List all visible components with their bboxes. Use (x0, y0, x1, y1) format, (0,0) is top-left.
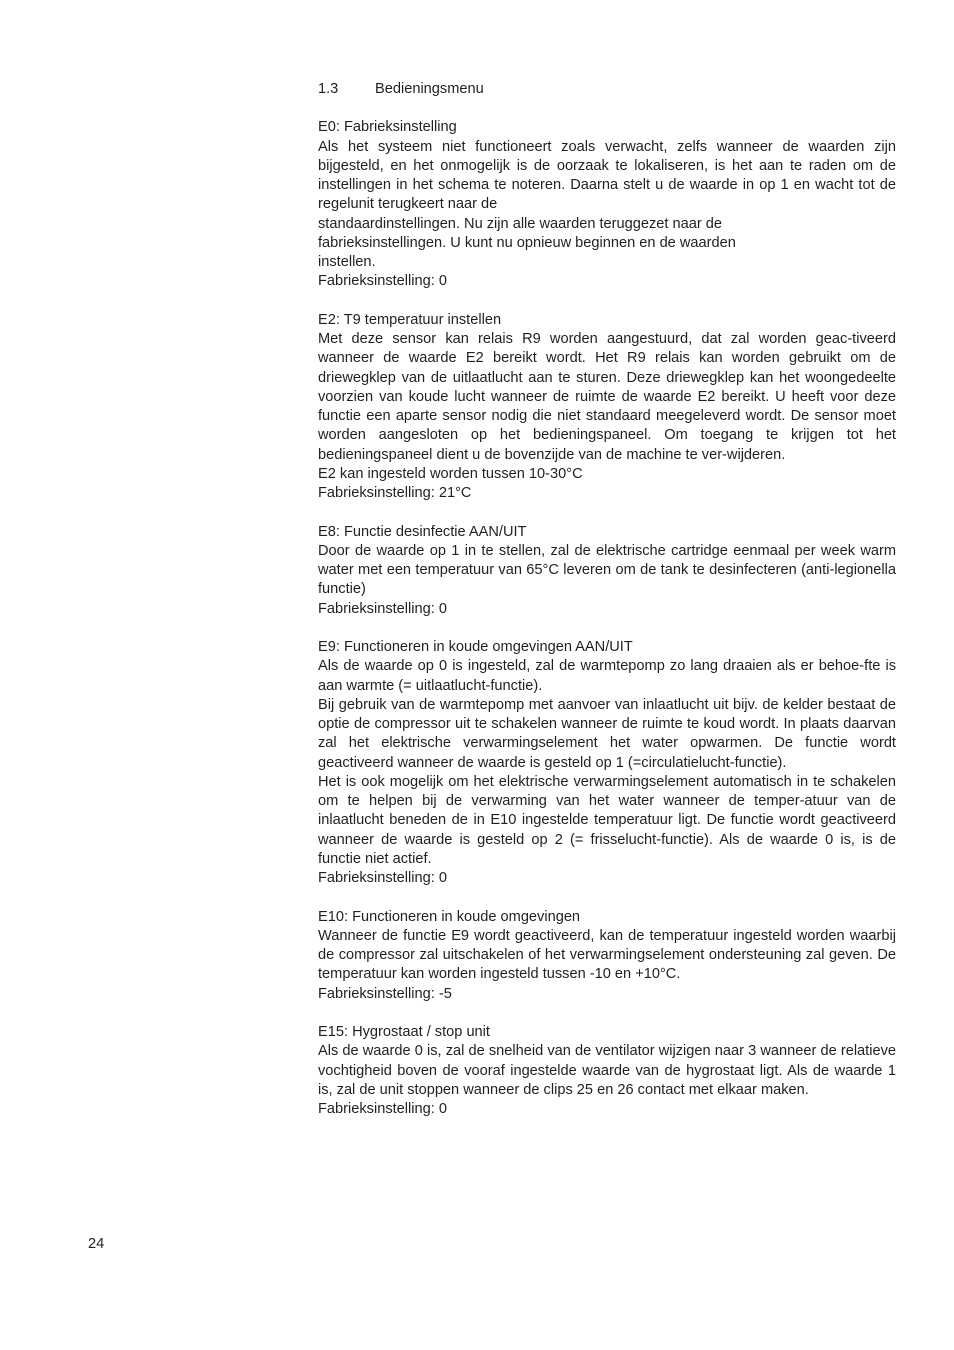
setting-paragraph: Fabrieksinstelling: 0 (318, 870, 447, 886)
section-number: 1.3 (318, 81, 339, 97)
setting-paragraph: Fabrieksinstelling: 0 (318, 273, 447, 290)
setting-paragraph: Wanneer de functie E9 wordt geactiveerd, kan de temperatuur ingesteld worden waarbij de compressor zal uitschakelen of het verwarmingselement ondersteuning zal geven. De temperatuur kan worden ingesteld tussen -10 en +10°C. (318, 927, 896, 983)
setting-section (318, 908, 896, 1004)
setting-paragraph: Fabrieksinstelling: 0 (318, 600, 447, 617)
settings-sections (318, 118, 896, 1119)
setting-paragraph: E2 kan ingesteld worden tussen 10-30°C (318, 465, 583, 482)
setting-title: E9: Functioneren in koude omgevingen AAN/UIT (318, 639, 633, 655)
setting-paragraph: Het is ook mogelijk om het elektrische verwarmingselement automatisch in te schakelen om te helpen bij de verwarming van het water wanneer de temper-atuur van de inlaatlucht beneden de in E10 ingestelde temperatuur ligt. De functie wordt geactiveerd wanneer de waarde is gesteld op 2 (= frisselucht-functie). Als de waarde 0 is, is de functie niet actief. (318, 773, 896, 867)
page-number: 24 (88, 1236, 105, 1252)
setting-section (318, 638, 896, 888)
setting-paragraph: Met deze sensor kan relais R9 worden aangestuurd, dat zal worden geac-tiveerd wanneer de waarde E2 bereikt wordt. Het R9 relais kan worden gebruikt om de driewegklep van de uitlaatlucht aan te sturen. Deze driewegklep kan het woongedeelte voorzien van koude lucht wanneer de ruimte de waarde E2 bereikt. U heeft voor deze functie een aparte sensor nodig die niet standaard meegeleverd wordt. De sensor moet worden aangesloten op het bedieningspaneel. Om toegang te krijgen tot het bedieningspaneel dient u de bovenzijde van de machine te ver-wijderen. (318, 331, 896, 463)
setting-title: E2: T9 temperatuur instellen (318, 311, 502, 328)
section-heading (318, 80, 896, 99)
setting-paragraph: Als de waarde 0 is, zal de snelheid van de ventilator wijzigen naar 3 wanneer de relatieve vochtigheid boven de vooraf ingestelde waarde van de hygrostaat ligt. Als de waarde 1 is, zal de unit stoppen wanneer de clips 25 en 26 contact met elkaar maken. (318, 1043, 896, 1098)
setting-paragraph: Fabrieksinstelling: -5 (318, 985, 452, 1002)
setting-paragraph: Bij gebruik van de warmtepomp met aanvoer van inlaatlucht uit bijv. de kelder bestaat de optie de compressor uit te schakelen wanneer de ruimte te koud wordt. In plaats daarvan zal het elektrische verwarmingselement het water opwarmen. De functie wordt geactiveerd wanneer de waarde is gesteld op 1 (=circulatielucht-functie). (318, 696, 896, 771)
setting-section (318, 118, 896, 291)
setting-paragraph: Als de waarde op 0 is ingesteld, zal de warmtepomp zo lang draaien als er behoe-fte is aan warmte (= uitlaatlucht-functie). (318, 658, 896, 694)
setting-title: E15: Hygrostaat / stop unit (318, 1024, 490, 1040)
document-body (318, 80, 896, 1139)
setting-title: E0: Fabrieksinstelling (318, 119, 457, 136)
setting-paragraph: Fabrieksinstelling: 21°C (318, 485, 472, 501)
setting-section (318, 311, 896, 504)
setting-paragraph: standaardinstellingen. Nu zijn alle waarden teruggezet naar de fabrieksinstellingen. U kunt nu opnieuw beginnen en de waarden instellen. (318, 215, 736, 270)
section-title: Bedieningsmenu (375, 81, 484, 97)
setting-paragraph: Fabrieksinstelling: 0 (318, 1101, 447, 1117)
setting-paragraph: Als het systeem niet functioneert zoals verwacht, zelfs wanneer de waarden zijn bijgesteld, en het onmogelijk is de oorzaak te lokaliseren, is het aan te raden om de instellingen in het schema te noteren. Daarna stelt u de waarde in op 1 en wacht tot de regelunit terugkeert naar de (318, 138, 896, 213)
setting-section (318, 1023, 896, 1119)
setting-paragraph: Door de waarde op 1 in te stellen, zal de elektrische cartridge eenmaal per week warm water met een temperatuur van 65°C leveren om de tank te desinfecteren (anti-legionella functie) (318, 542, 896, 598)
setting-title: E8: Functie desinfectie AAN/UIT (318, 523, 527, 540)
setting-title: E10: Functioneren in koude omgevingen (318, 908, 581, 925)
setting-section (318, 523, 896, 619)
